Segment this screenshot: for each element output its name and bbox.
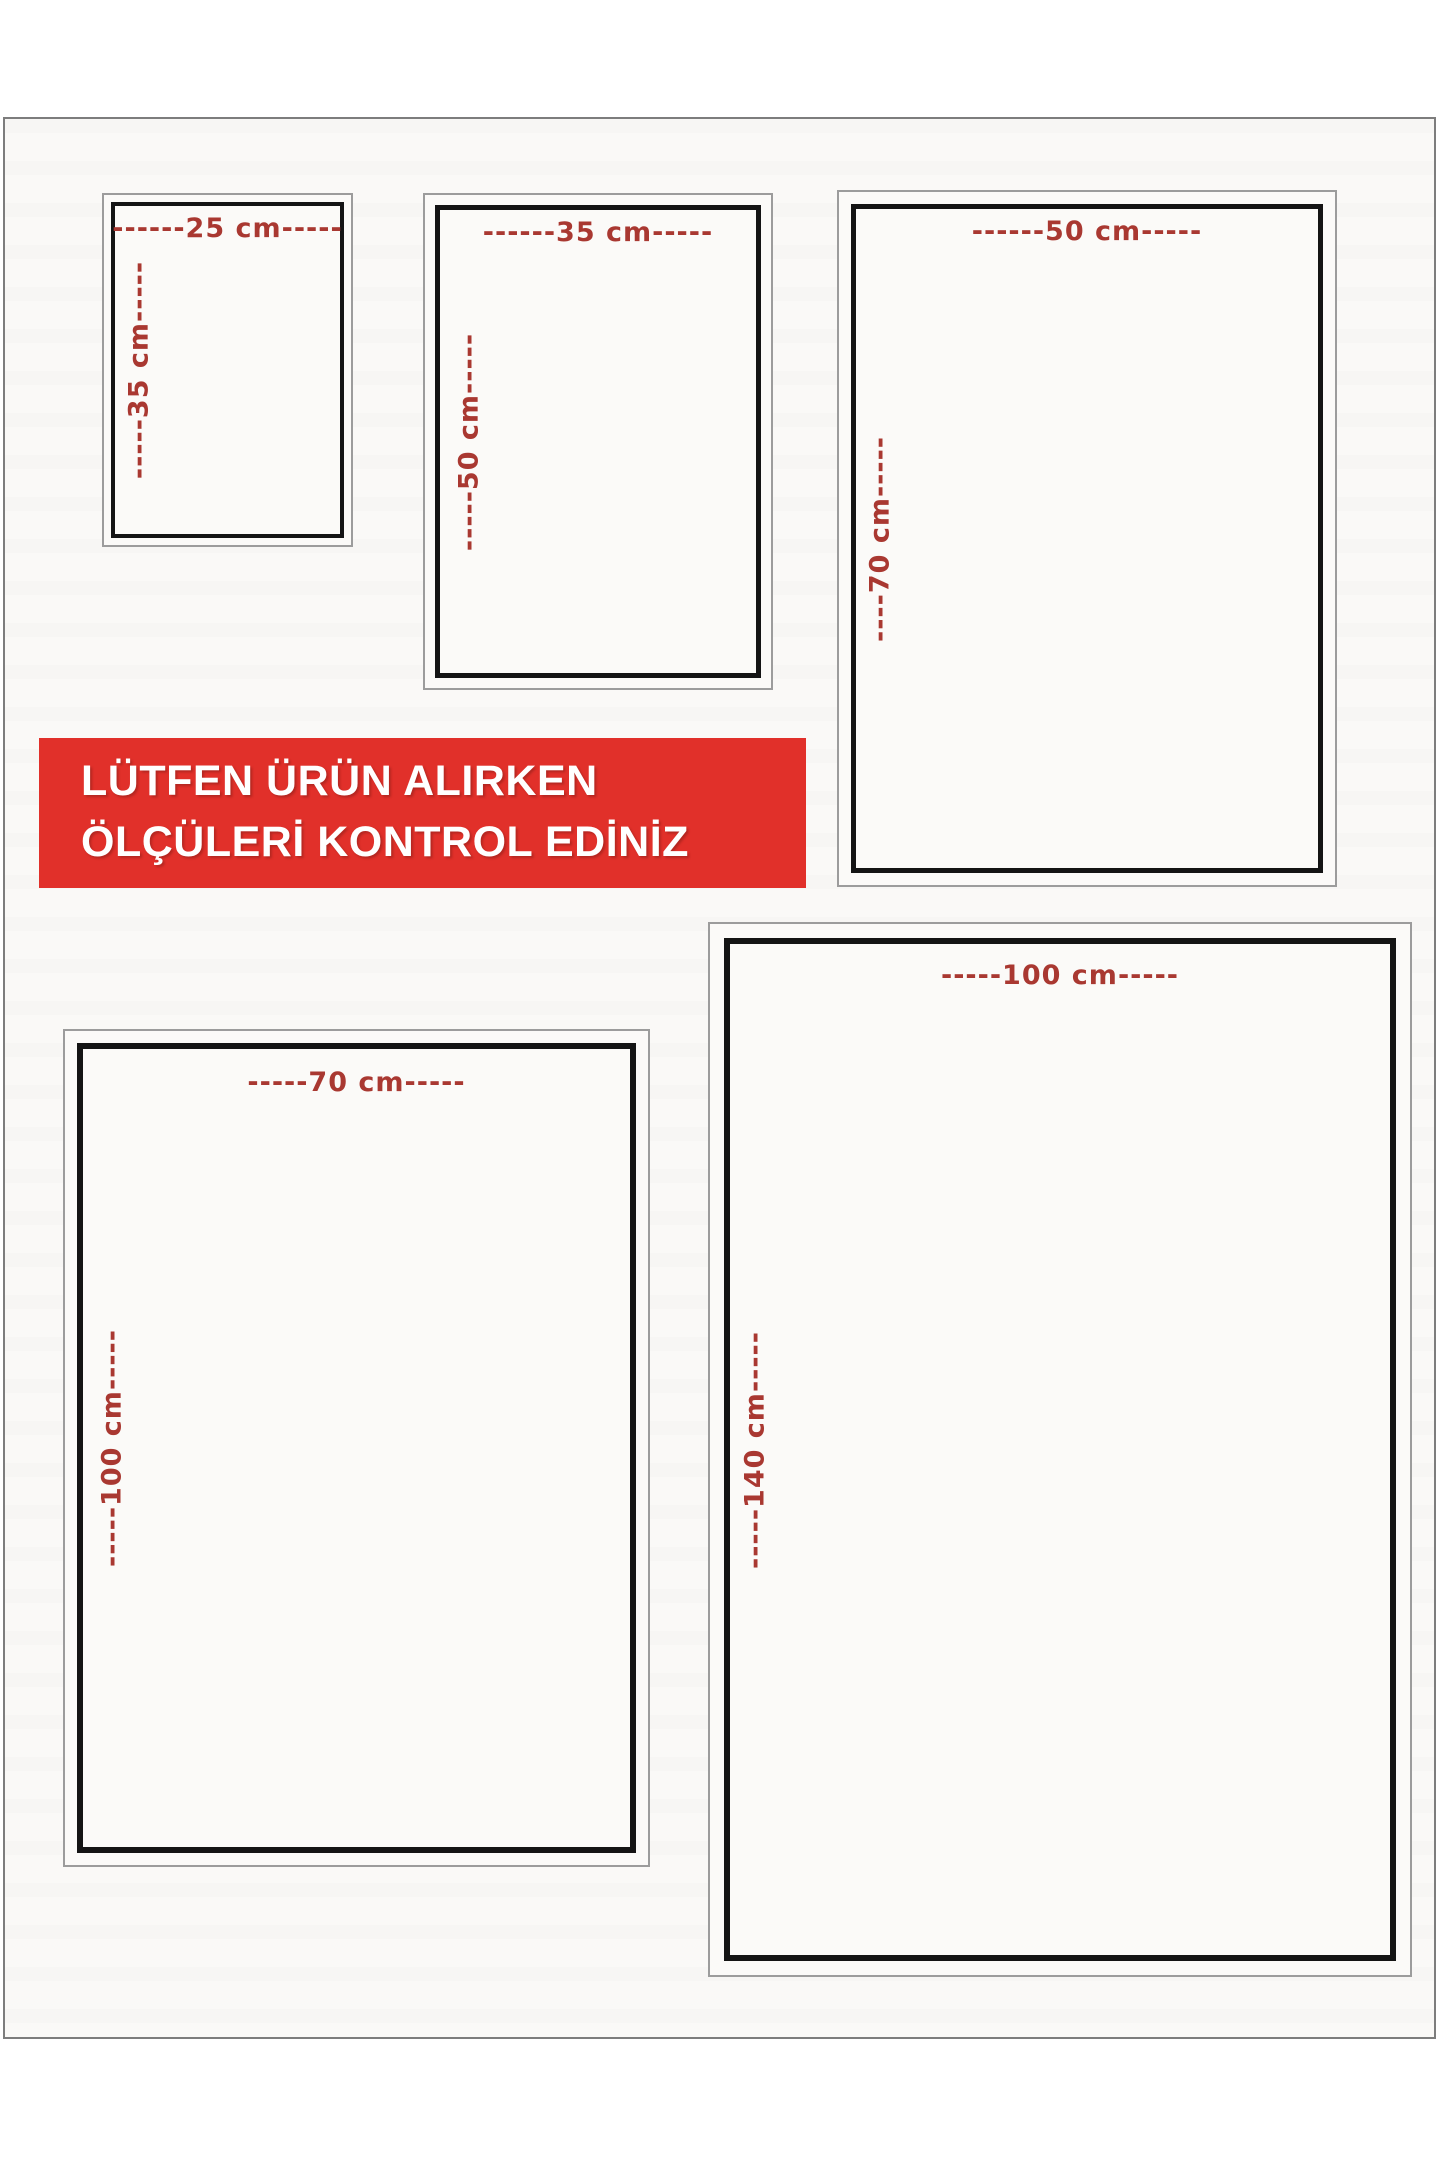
size-box-50x70 (837, 190, 1337, 887)
size-box-70x100 (63, 1029, 650, 1867)
size-box-25x35 (102, 193, 353, 547)
warning-banner-line2: ÖLÇÜLERİ KONTROL EDİNİZ (81, 818, 689, 866)
width-dimension-label: -----70 cm----- (247, 1067, 466, 1098)
size-box-100x140 (708, 922, 1412, 1977)
width-dimension-label: -----100 cm----- (941, 960, 1179, 991)
size-box-inner-frame (724, 938, 1396, 1961)
size-box-inner-frame (77, 1043, 636, 1853)
height-dimension-label: -----50 cm----- (453, 332, 485, 551)
warning-banner-line1: LÜTFEN ÜRÜN ALIRKEN (81, 757, 598, 805)
size-box-35x50 (423, 193, 773, 690)
width-dimension-label: ------25 cm----- (112, 213, 343, 244)
height-dimension-label: -----35 cm----- (123, 260, 155, 480)
width-dimension-label: ------35 cm----- (482, 217, 714, 248)
height-dimension-label: ----70 cm----- (864, 435, 896, 642)
height-dimension-label: -----140 cm----- (739, 1330, 771, 1569)
height-dimension-label: -----100 cm----- (96, 1329, 128, 1567)
warning-banner (39, 738, 806, 888)
width-dimension-label: ------50 cm----- (971, 216, 1203, 247)
size-box-inner-frame (851, 204, 1323, 873)
